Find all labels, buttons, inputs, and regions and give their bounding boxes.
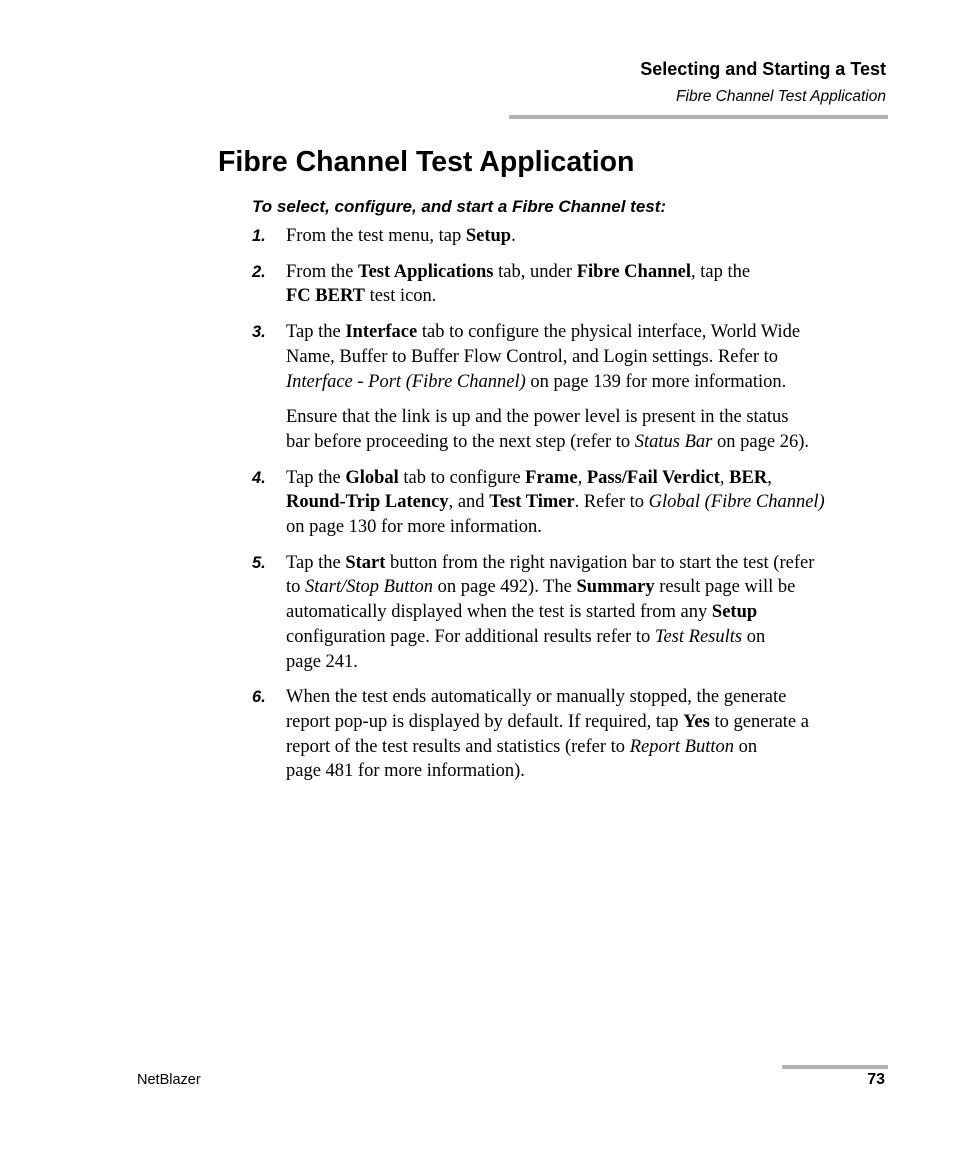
cross-reference: Interface - Port (Fibre Channel) [286,371,526,392]
page-title: Fibre Channel Test Application [218,146,635,178]
text-run: bar before proceeding to the next step (refer to [286,431,635,452]
step-number: 3. [252,323,266,342]
text-run: on page 26). [712,431,809,452]
step-paragraph [286,466,892,540]
emphasis-bold: Interface [345,322,418,343]
text-run: From the test menu, tap [286,226,466,246]
procedure-title: To select, configure, and start a Fibre Channel test: [252,197,667,216]
text-run: to [286,577,306,598]
running-header [640,58,886,107]
emphasis-bold: FC BERT [286,286,366,307]
text-run: automatically displayed when the test is started from any [286,602,712,623]
emphasis-bold: BER [729,467,768,488]
text-run: result page will be [654,577,796,598]
text-run: page 241. [286,651,358,672]
step-paragraph [286,685,892,784]
emphasis-bold: Setup [465,226,512,246]
text-run: button from the right navigation bar to start the test (refer [385,552,815,573]
footer-product-name: NetBlazer [137,1072,201,1088]
step-1 [252,224,892,249]
emphasis-bold: Test Applications [357,261,494,282]
step-paragraph [286,260,892,309]
text-run: tab to configure [398,467,526,488]
cross-reference: Status Bar [634,431,713,452]
text-run: on page 492). The [432,577,577,598]
text-run: on page 130 for more information. [286,517,542,538]
step-number: 5. [252,553,266,572]
step-number: 2. [252,262,266,281]
text-run: When the test ends automatically or manually stopped, the generate [286,687,787,708]
text-run: , [719,467,730,488]
text-run: , [577,467,587,488]
text-run: Name, Buffer to Buffer Flow Control, and Login settings. Refer to [286,346,779,367]
text-run: tab to configure the physical interface, World Wide [417,322,801,343]
cross-reference: Test Results [654,626,743,647]
text-run: Tap the [286,322,346,343]
section-title: Fibre Channel Test Application [676,88,886,105]
text-run: . Refer to [574,492,649,513]
text-run: on [734,736,758,757]
cross-reference: Start/Stop Button [305,577,433,598]
emphasis-bold: Fibre Channel [576,261,692,282]
text-run: , [767,467,772,488]
procedure-steps [252,224,892,795]
text-run: test icon. [365,286,437,307]
step-paragraph [286,224,892,249]
text-run: . [511,226,516,246]
step-3 [252,320,892,455]
chapter-title: Selecting and Starting a Test [640,59,886,79]
emphasis-bold: Frame [525,467,578,488]
text-run: on page 139 for more information. [525,371,787,392]
step-2 [252,260,892,309]
step-paragraph [286,405,892,454]
text-run: Tap the [286,467,346,488]
footer-rule [782,1065,888,1069]
text-run: , and [448,492,490,513]
step-4 [252,466,892,540]
cross-reference: Report Button [629,736,734,757]
emphasis-bold: Start [345,552,386,573]
step-paragraph [286,551,892,675]
emphasis-bold: Pass/Fail Verdict [586,467,720,488]
text-run: report of the test results and statistics (refer to [286,736,630,757]
text-run: tab, under [493,261,577,282]
page-number: 73 [867,1071,885,1088]
text-run: to generate a [709,711,809,732]
text-run: Ensure that the link is up and the power level is present in the status [286,407,789,428]
text-run: report pop-up is displayed by default. If required, tap [286,711,684,732]
step-paragraph [286,320,892,394]
emphasis-bold: Test Timer [489,492,575,513]
emphasis-bold: Summary [576,577,655,598]
emphasis-bold: Round-Trip Latency [286,492,449,513]
step-number: 1. [252,227,266,245]
text-run: From the [286,261,358,282]
step-5 [252,551,892,675]
step-6 [252,685,892,784]
text-run: configuration page. For additional results refer to [286,626,655,647]
header-rule [509,115,888,119]
emphasis-bold: Setup [711,602,758,623]
text-run: Tap the [286,552,346,573]
emphasis-bold: Global [345,467,399,488]
text-run: on [742,626,766,647]
step-number: 6. [252,688,266,707]
text-run: , tap the [691,261,751,282]
emphasis-bold: Yes [683,711,710,732]
text-run: page 481 for more information). [286,761,525,782]
cross-reference: Global (Fibre Channel) [648,492,825,513]
step-number: 4. [252,468,266,487]
